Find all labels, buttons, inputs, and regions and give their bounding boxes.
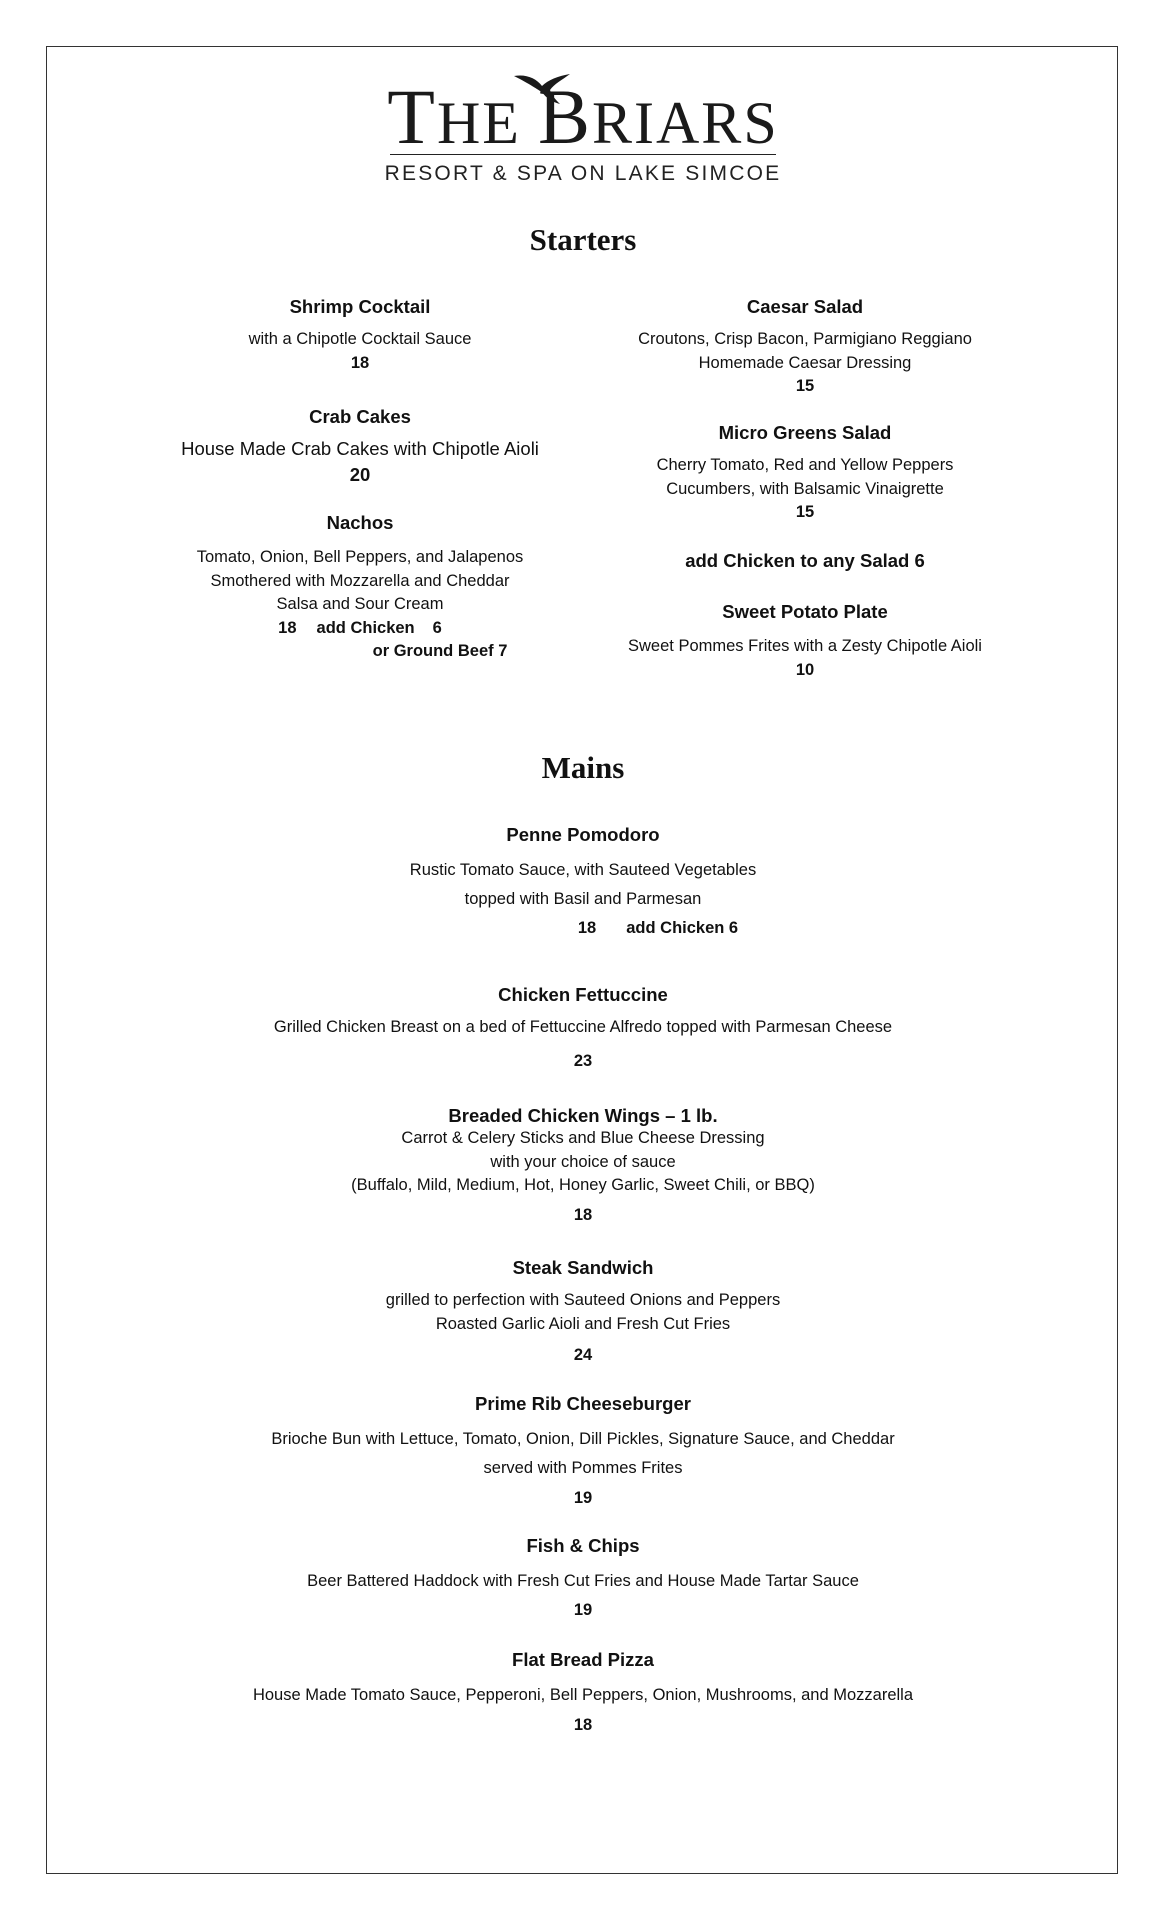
brand-logo xyxy=(0,70,1166,195)
item-desc: Homemade Caesar Dressing xyxy=(698,353,912,372)
addon-label: add Chicken 6 xyxy=(626,919,739,937)
item-price: 24 xyxy=(573,1346,593,1364)
item-price: 19 xyxy=(573,1489,593,1507)
item-desc: with a Chipotle Cocktail Sauce xyxy=(248,330,472,348)
menu-item-caesar-salad xyxy=(585,296,1025,399)
item-name: Shrimp Cocktail xyxy=(289,296,431,317)
menu-item-nachos xyxy=(140,512,580,664)
item-desc: Smothered with Mozzarella and Cheddar xyxy=(210,571,510,590)
menu-item-breaded-chicken-wings xyxy=(150,1105,1016,1227)
menu-item-crab-cakes xyxy=(140,406,580,488)
starters-title: Starters xyxy=(529,222,637,257)
item-price: 18 xyxy=(350,353,370,372)
addon-price: 6 xyxy=(432,618,442,637)
item-name: Crab Cakes xyxy=(309,406,411,427)
menu-item-sweet-potato-plate xyxy=(585,601,1025,682)
item-price: 18 xyxy=(278,618,297,637)
item-desc: Roasted Garlic Aioli and Fresh Cut Fries xyxy=(435,1314,731,1333)
mains-title: Mains xyxy=(541,750,625,785)
item-desc: Cherry Tomato, Red and Yellow Peppers xyxy=(656,456,954,474)
item-price-line xyxy=(140,617,580,641)
item-price: 10 xyxy=(795,660,815,679)
menu-item-flat-bread-pizza xyxy=(150,1649,1016,1738)
item-desc: Grilled Chicken Breast on a bed of Fettuccine Alfredo topped with Parmesan Cheese xyxy=(273,1018,893,1036)
item-desc: Croutons, Crisp Bacon, Parmigiano Reggiano xyxy=(638,330,972,348)
item-desc: Tomato, Onion, Bell Peppers, and Jalapenos xyxy=(196,548,524,566)
menu-item-steak-sandwich xyxy=(150,1257,1016,1368)
menu-item-fish-and-chips xyxy=(150,1535,1016,1625)
item-name: Breaded Chicken Wings – 1 lb. xyxy=(448,1105,718,1126)
item-name: Fish & Chips xyxy=(526,1535,640,1556)
item-name: Flat Bread Pizza xyxy=(512,1649,654,1670)
item-name: Penne Pomodoro xyxy=(506,824,660,845)
item-desc: Rustic Tomato Sauce, with Sauteed Vegetables xyxy=(409,861,757,879)
item-desc: House Made Crab Cakes with Chipotle Aioli xyxy=(181,438,539,459)
brand-divider xyxy=(390,154,776,155)
item-desc: with your choice of sauce xyxy=(490,1152,676,1171)
item-price: 23 xyxy=(573,1051,593,1070)
item-desc: grilled to perfection with Sauteed Onions and Peppers xyxy=(385,1291,781,1309)
item-desc: topped with Basil and Parmesan xyxy=(464,890,702,908)
menu-item-micro-greens-salad xyxy=(585,422,1025,525)
item-price: 15 xyxy=(795,377,815,395)
item-desc: (Buffalo, Mild, Medium, Hot, Honey Garlic, Sweet Chili, or BBQ) xyxy=(351,1176,815,1194)
item-name: Micro Greens Salad xyxy=(718,422,892,443)
item-desc: House Made Tomato Sauce, Pepperoni, Bell Peppers, Onion, Mushrooms, and Mozzarella xyxy=(252,1686,914,1704)
addon-alt: or Ground Beef 7 xyxy=(372,642,508,660)
item-price-line xyxy=(150,914,1016,943)
item-price: 18 xyxy=(577,919,597,937)
item-desc: Carrot & Celery Sticks and Blue Cheese Dressing xyxy=(401,1129,765,1147)
item-name: Steak Sandwich xyxy=(512,1257,654,1278)
item-desc: Sweet Pommes Frites with a Zesty Chipotle Aioli xyxy=(628,637,982,655)
item-price: 18 xyxy=(573,1716,593,1734)
addon-note: add Chicken to any Salad 6 xyxy=(685,550,925,571)
item-desc: Brioche Bun with Lettuce, Tomato, Onion, Dill Pickles, Signature Sauce, and Cheddar xyxy=(271,1430,895,1448)
salad-addon-note xyxy=(585,550,1025,572)
item-name: Sweet Potato Plate xyxy=(722,601,888,622)
addon-label: add Chicken xyxy=(316,618,415,637)
item-desc: Beer Battered Haddock with Fresh Cut Fries and House Made Tartar Sauce xyxy=(307,1572,859,1590)
item-price: 20 xyxy=(349,464,371,485)
menu-item-shrimp-cocktail xyxy=(140,296,580,375)
item-name: Nachos xyxy=(326,512,394,533)
item-desc: Salsa and Sour Cream xyxy=(276,595,444,613)
brand-tagline: RESORT & SPA ON LAKE SIMCOE xyxy=(384,162,782,185)
item-desc: Cucumbers, with Balsamic Vinaigrette xyxy=(666,479,944,498)
item-name: Prime Rib Cheeseburger xyxy=(475,1393,691,1414)
menu-item-chicken-fettuccine xyxy=(150,984,1016,1073)
item-price: 15 xyxy=(795,503,815,521)
item-price: 19 xyxy=(573,1601,593,1619)
brand-name: THE BRIARS xyxy=(387,73,779,160)
menu-item-prime-rib-cheeseburger xyxy=(150,1393,1016,1511)
item-name: Chicken Fettuccine xyxy=(498,984,668,1005)
item-desc: served with Pommes Frites xyxy=(483,1459,683,1477)
item-price: 18 xyxy=(573,1205,593,1224)
item-name: Caesar Salad xyxy=(746,296,864,317)
menu-item-penne-pomodoro xyxy=(150,824,1016,943)
